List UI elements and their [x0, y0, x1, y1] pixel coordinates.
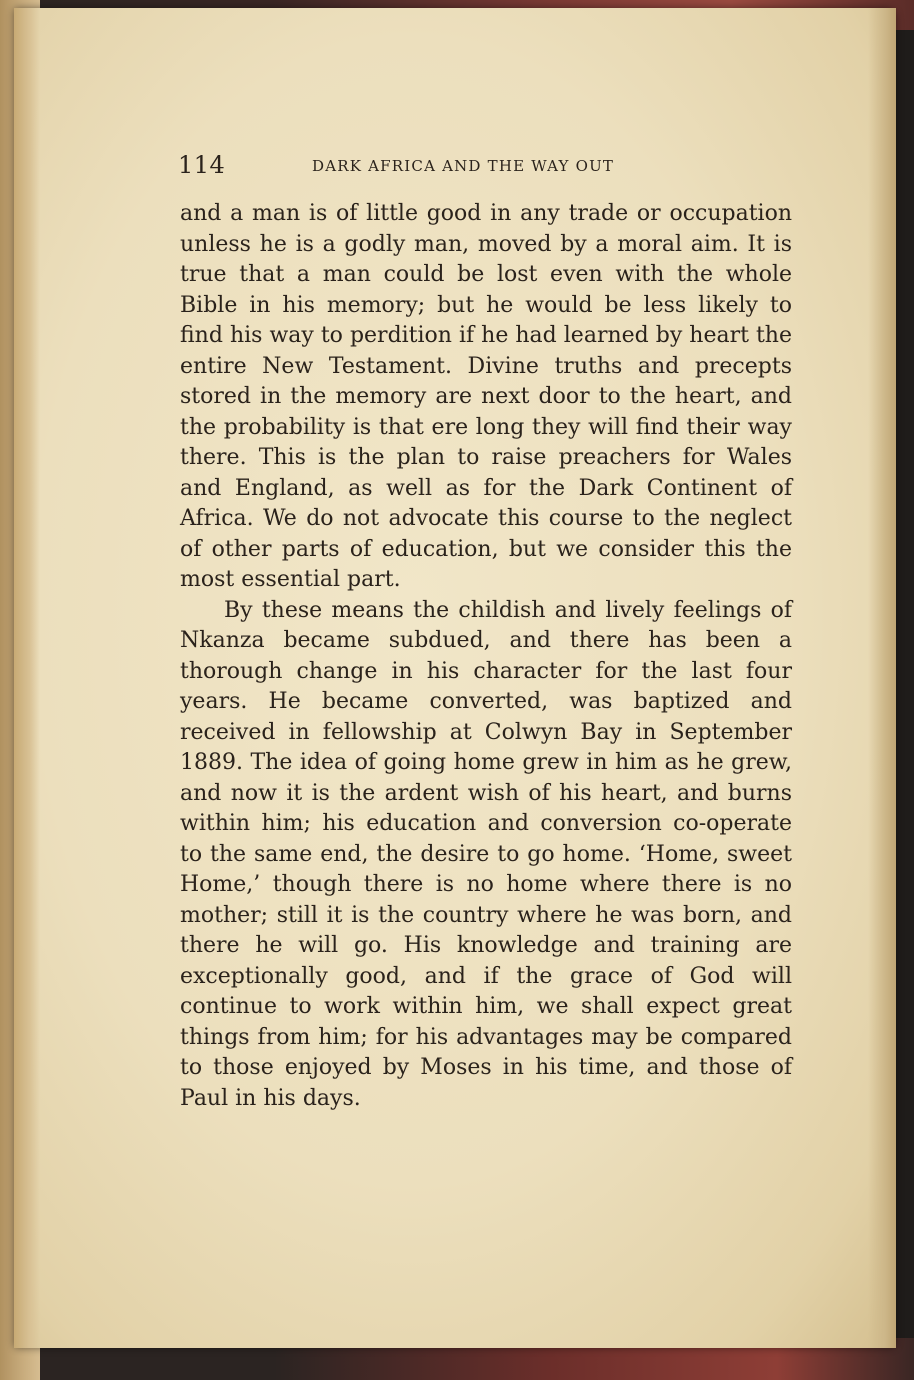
paragraph-1: and a man is of little good in any trade or occupation unless he is a godly man, moved by a moral aim. It is true that a man could be lost even with the whole Bible in his memory; but he would be less likely to find his way to perdition if he had learned by heart the entire New Testament. Divine truths and precepts stored in the memory are next door to the heart, and the probability is that ere long they will find their way there. This is the plan to raise preachers for Wales and England, as well as for the Dark Continent of Africa. We do not advocate this course to the neglect of other parts of education, but we consider this the most essential part.	[180, 201, 792, 592]
paragraph-2: By these means the childish and lively feelings of Nkanza became subdued, and there has been a thorough change in his character for the last four years. He became converted, was baptized and received in fellowship at Colwyn Bay in September 1889. The idea of going home grew in him as he grew, and now it is the ardent wish of his heart, and burns within him; his education and conversion co-operate to the same end, the desire to go home. ‘Home, sweet Home,’ though there is no home where there is no mother; still it is the country where he was born, and there he will go. His knowledge and training are exceptionally good, and if the grace of God will continue to work within him, we shall expect great things from him; for his advantages may be compared to those enjoyed by Moses in his time, and those of Paul in his days.	[180, 597, 792, 1111]
body-text	[180, 199, 792, 1114]
running-head	[178, 148, 668, 182]
page-number: 114	[178, 151, 226, 179]
page-gutter-shadow	[14, 8, 40, 1348]
running-title: DARK AFRICA AND THE WAY OUT	[312, 157, 615, 175]
page-edge-right	[868, 8, 896, 1348]
